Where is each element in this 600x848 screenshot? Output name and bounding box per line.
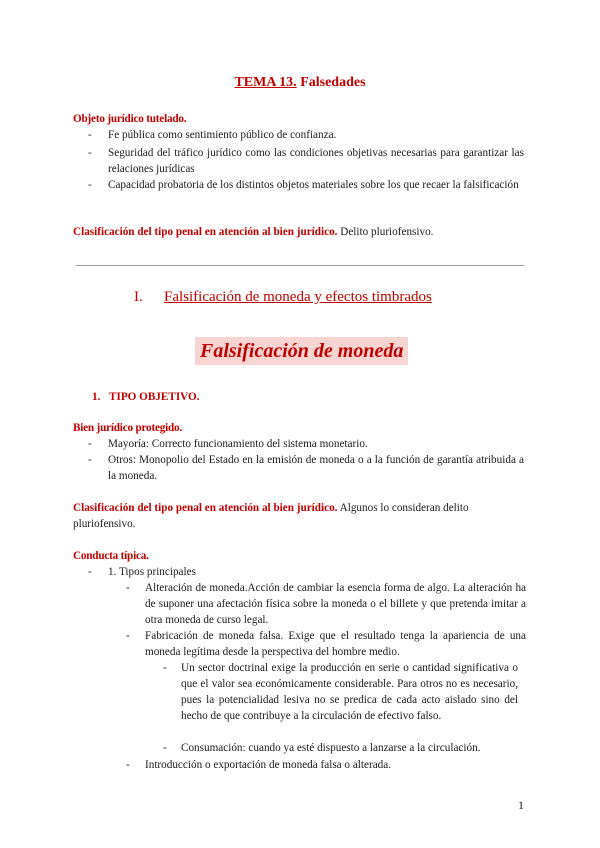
clasificacion-text: Algunos lo consideran delito pluriofensivo. <box>73 502 469 530</box>
part-heading <box>134 289 432 305</box>
section-number: 1. <box>92 391 101 403</box>
bien-item-text: Otros: Monopolio del Estado en la emisión de moneda o a la función de garantía atribuida a la moneda. <box>108 454 524 482</box>
conducta-heading: Conducta típica. <box>73 550 149 562</box>
title-prefix: TEMA 13. <box>234 75 297 90</box>
dash-bullet: - <box>88 147 92 159</box>
introduccion-item <box>126 757 526 773</box>
dash-bullet: - <box>88 438 92 450</box>
dash-bullet: - <box>88 566 92 578</box>
objeto-item-text: Seguridad del tráfico jurídico como las condiciones objetivas necesarias para garantizar las relaciones jurídicas <box>108 147 524 175</box>
objeto-heading: Objeto jurídico tutelado. <box>73 113 187 125</box>
bien-item-text: Mayoría: Correcto funcionamiento del sistema monetario. <box>108 438 368 450</box>
dash-bullet: - <box>88 454 92 466</box>
dash-bullet: - <box>163 742 167 754</box>
horizontal-divider <box>76 265 524 266</box>
section-heading <box>92 389 200 405</box>
objeto-item <box>88 145 524 177</box>
dash-bullet: - <box>126 630 130 642</box>
alteracion-text: Alteración de moneda.Acción de cambiar la esencia forma de algo. La alteración ha de suponer una afectación física sobre la moneda o el billete y que pretenda imitar a otra moneda de curso legal. <box>145 582 526 626</box>
introduccion-text: Introducción o exportación de moneda falsa o alterada. <box>145 759 392 771</box>
sector-item <box>163 660 518 724</box>
conducta-level1 <box>88 564 524 580</box>
bien-item <box>88 452 524 484</box>
dash-bullet: - <box>126 759 130 771</box>
section-title: TIPO OBJETIVO. <box>109 391 200 403</box>
objeto-item <box>88 177 524 193</box>
dash-bullet: - <box>88 129 92 141</box>
fabricacion-text: Fabricación de moneda falsa. Exige que el resultado tenga la apariencia de una moneda legítima desde la perspectiva del hombre medio. <box>145 630 526 658</box>
title-rest: Falsedades <box>296 75 366 90</box>
part-title: Falsificación de moneda y efectos timbrados <box>164 289 432 305</box>
dash-bullet: - <box>163 662 167 674</box>
sector-text: Un sector doctrinal exige la producción en serie o cantidad significativa o que el valor sea económicamente considerable. Para otros no es necesario, pues la potencialidad lesiva no se predica de cada acto aislado sino del hecho de que contribuye a la circulación de efectivo falso. <box>181 662 518 722</box>
part-number: I. <box>134 289 143 305</box>
objeto-item-text: Capacidad probatoria de los distintos objetos materiales sobre los que recaer la falsificación <box>108 179 519 191</box>
section-banner: Falsificación de moneda <box>195 337 408 365</box>
objeto-item-text: Fe pública como sentimiento público de confianza. <box>108 129 337 141</box>
clasificacion-paragraph-1 <box>73 224 524 240</box>
fabricacion-item <box>126 628 526 660</box>
clasificacion-paragraph-2 <box>73 500 524 532</box>
consumacion-text: Consumación: cuando ya esté dispuesto a lanzarse a la circulación. <box>181 742 481 754</box>
consumacion-item <box>163 740 518 756</box>
alteracion-item <box>126 580 526 628</box>
objeto-item <box>88 127 524 143</box>
dash-bullet: - <box>88 179 92 191</box>
document-title <box>0 75 600 91</box>
clasificacion-label: Clasificación del tipo penal en atención al bien jurídico. <box>73 502 338 514</box>
dash-bullet: - <box>126 582 130 594</box>
bien-heading: Bien jurídico protegido. <box>73 422 183 434</box>
tipos-principales: 1. Tipos principales <box>108 566 196 578</box>
page-number: 1 <box>518 798 524 812</box>
clasificacion-label: Clasificación del tipo penal en atención al bien jurídico. <box>73 226 338 238</box>
bien-item <box>88 436 524 452</box>
clasificacion-text: Delito pluriofensivo. <box>337 226 434 238</box>
